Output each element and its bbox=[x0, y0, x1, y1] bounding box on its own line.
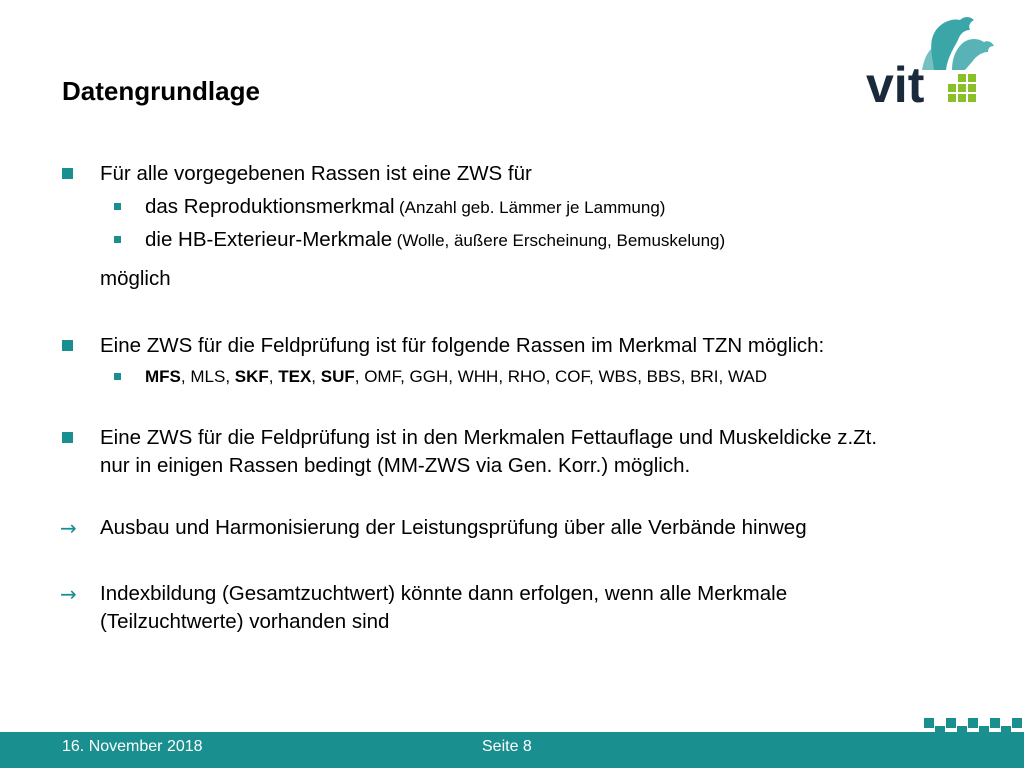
square-bullet-icon bbox=[62, 432, 73, 443]
vit-logo bbox=[866, 12, 996, 106]
breed-code: MLS bbox=[190, 367, 226, 386]
breed-code: GGH bbox=[409, 367, 449, 386]
breed-code: RHO bbox=[507, 367, 546, 386]
horse-heads-icon bbox=[922, 17, 994, 70]
breed-list: MFS, MLS, SKF, TEX, SUF, OMF, GGH, WHH, RHO, COF, WBS, BBS, BRI, WAD bbox=[145, 367, 767, 386]
breed-code: SKF bbox=[234, 367, 269, 386]
footer-date: 16. November 2018 bbox=[62, 738, 203, 755]
small-square-bullet-icon bbox=[114, 236, 121, 243]
square-bullet-icon bbox=[62, 340, 73, 351]
breed-code: TEX bbox=[278, 367, 312, 386]
arrow-text-line-2: (Teilzuchtwerte) vorhanden sind bbox=[100, 610, 390, 633]
small-square-bullet-icon bbox=[114, 203, 121, 210]
breed-code: OMF bbox=[364, 367, 401, 386]
small-square-bullet-icon bbox=[114, 373, 121, 380]
sub-bullet-detail: (Anzahl geb. Lämmer je Lammung) bbox=[398, 198, 666, 217]
bullet-tail-text: möglich bbox=[100, 267, 171, 290]
bullet-text-line-1: Eine ZWS für die Feldprüfung ist in den Merkmalen Fettauflage und Muskeldicke z.Zt. bbox=[100, 426, 878, 449]
breed-code: BBS bbox=[646, 367, 681, 386]
breed-code: WAD bbox=[727, 367, 767, 386]
footer-page-number: Seite 8 bbox=[482, 738, 532, 755]
arrow-right-icon: → bbox=[60, 516, 77, 540]
arrow-text-line-1: Indexbildung (Gesamtzuchtwert) könnte dann erfolgen, wenn alle Merkmale bbox=[100, 582, 788, 605]
sub-bullet-main: das Reproduktionsmerkmal bbox=[145, 195, 395, 218]
arrow-right-icon: → bbox=[60, 582, 77, 606]
arrow-text: Ausbau und Harmonisierung der Leistungsprüfung über alle Verbände hinweg bbox=[100, 516, 807, 539]
slide-title: Datengrundlage bbox=[62, 76, 260, 106]
bullet-text: Eine ZWS für die Feldprüfung ist für folgende Rassen im Merkmal TZN möglich: bbox=[100, 334, 825, 357]
logo-text: vit bbox=[866, 57, 925, 106]
breed-code: COF bbox=[555, 367, 590, 386]
breed-code: SUF bbox=[320, 367, 355, 386]
bullet-text: Für alle vorgegebenen Rassen ist eine ZWS für bbox=[100, 162, 532, 185]
breed-code: MFS bbox=[145, 367, 181, 386]
breed-code: BRI bbox=[690, 367, 719, 386]
breed-code: WBS bbox=[598, 367, 638, 386]
bullet-text-line-2: nur in einigen Rassen bedingt (MM-ZWS via Gen. Korr.) möglich. bbox=[100, 454, 691, 477]
sub-bullet-detail: (Wolle, äußere Erscheinung, Bemuskelung) bbox=[396, 231, 726, 250]
square-bullet-icon bbox=[62, 168, 73, 179]
logo-grid-icon bbox=[948, 74, 976, 102]
sub-bullet-main: die HB-Exterieur-Merkmale bbox=[145, 228, 393, 251]
breed-code: WHH bbox=[457, 367, 499, 386]
footer-bar bbox=[0, 732, 1024, 768]
